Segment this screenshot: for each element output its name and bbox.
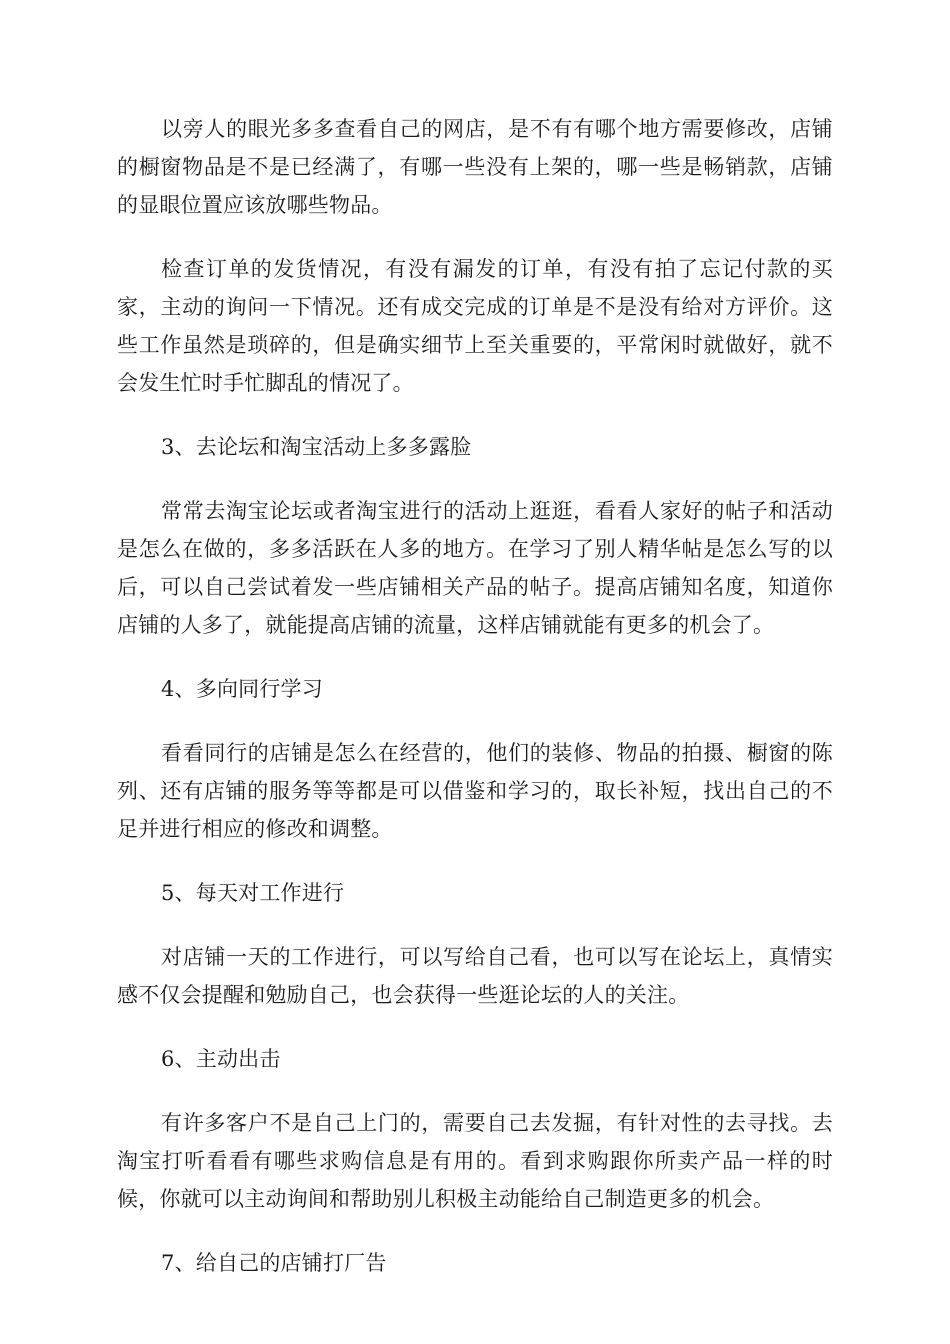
paragraph: 对店铺一天的工作进行，可以写给自己看，也可以写在论坛上，真情实感不仅会提醒和勉励自己，也会获得一些逛论坛的人的关注。 xyxy=(117,945,833,1007)
paragraph: 看看同行的店铺是怎么在经营的，他们的装修、物品的拍摄、橱窗的陈列、还有店铺的服务等等都是可以借鉴和学习的，取长补短，找出自己的不足并进行相应的修改和调整。 xyxy=(117,741,833,841)
section-heading: 7、给自己的店铺打厂告 xyxy=(161,1251,387,1275)
section-heading: 5、每天对工作进行 xyxy=(161,881,345,905)
paragraph: 常常去淘宝论坛或者淘宝进行的活动上逛逛，看看人家好的帖子和活动是怎么在做的，多多活跃在人多的地方。在学习了别人精华帖是怎么写的以后，可以自己尝试着发一些店铺相关产品的帖子。提高店铺知名度，知道你店铺的人多了，就能提高店铺的流量，这样店铺就能有更多的机会了。 xyxy=(117,499,833,637)
paragraph: 有许多客户不是自己上门的，需要自己去发掘，有针对性的去寻找。去淘宝打听看看有哪些求购信息是有用的。看到求购跟你所卖产品一样的时候，你就可以主动询间和帮助别儿积极主动能给自己制造更多的机会。 xyxy=(117,1111,833,1211)
section-heading: 3、去论坛和淘宝活动上多多露脸 xyxy=(161,435,472,459)
document-body xyxy=(117,110,833,1308)
paragraph: 以旁人的眼光多多查看自己的网店，是不有有哪个地方需要修改，店铺的橱窗物品是不是已经满了，有哪一些没有上架的，哪一些是畅销款，店铺的显眼位置应该放哪些物品。 xyxy=(117,117,833,217)
section-heading: 6、主动出击 xyxy=(161,1047,281,1071)
paragraph: 检查订单的发货情况，有没有漏发的订单，有没有拍了忘记付款的买家，主动的询问一下情况。还有成交完成的订单是不是没有给对方评价。这些工作虽然是琐碎的，但是确实细节上至关重要的，平常闲时就做好，就不会发生忙时手忙脚乱的情况了。 xyxy=(117,257,833,395)
section-heading: 4、多向同行学习 xyxy=(161,677,323,701)
